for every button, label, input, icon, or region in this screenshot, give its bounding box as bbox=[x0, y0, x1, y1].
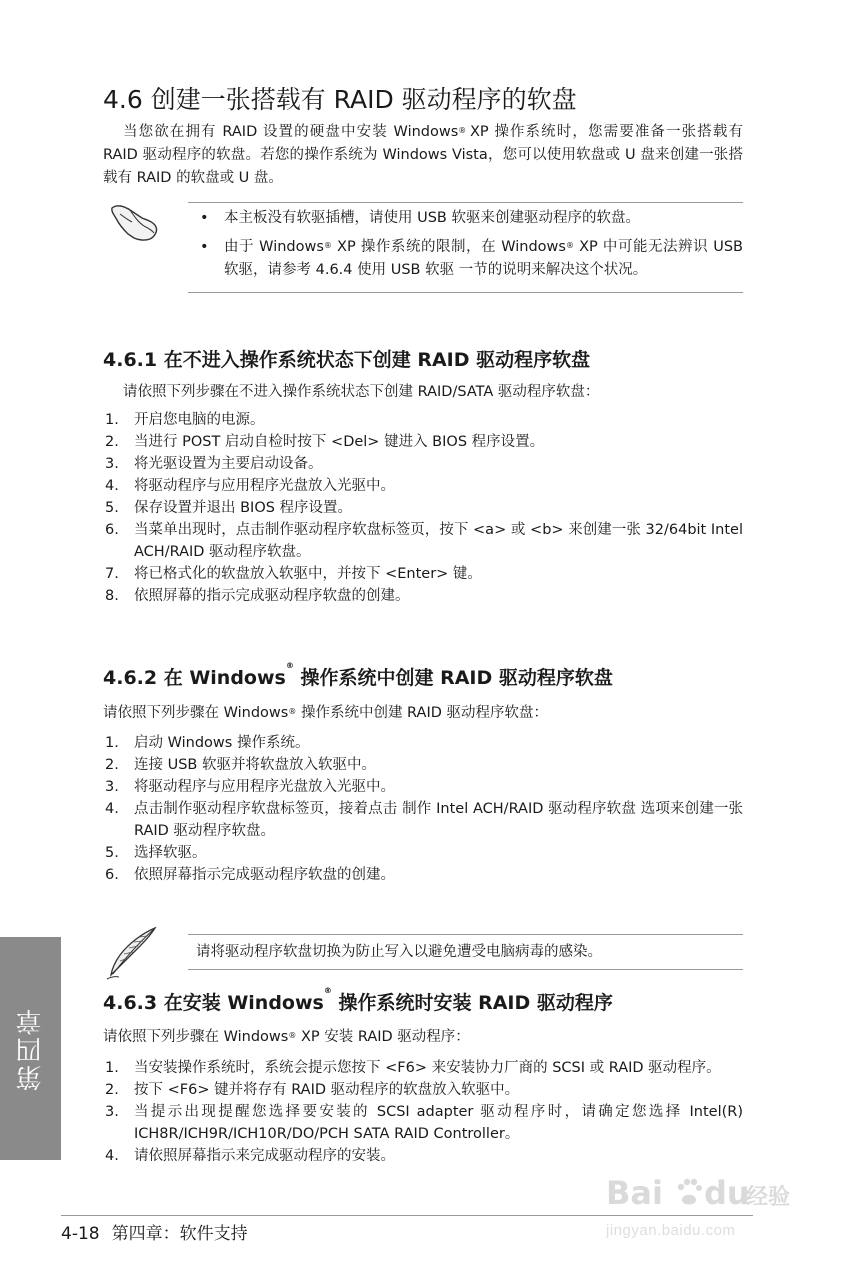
watermark-brand-a: Bai bbox=[606, 1174, 663, 1212]
intro-text-1: 当您欲在拥有 RAID 设置的硬盘中安装 Windows bbox=[123, 124, 459, 140]
step-text: 依照屏幕的指示完成驱动程序软盘的创建。 bbox=[134, 588, 410, 604]
step-text: 连接 USB 软驱并将软盘放入软驱中。 bbox=[134, 757, 376, 773]
step-number: 3. bbox=[105, 1104, 119, 1120]
note-text-part: XP 操作系统的限制，在 Windows bbox=[331, 239, 566, 255]
subsection-intro-463 bbox=[103, 1026, 743, 1049]
footer-chapter: 第四章：软件支持 bbox=[111, 1224, 248, 1244]
title-part: 4.6.2 在 Windows bbox=[103, 667, 286, 689]
step-item bbox=[103, 1079, 743, 1101]
step-text: 保存设置并退出 BIOS 程序设置。 bbox=[134, 500, 353, 516]
note-write-protect: 请将驱动程序软盘切换为防止写入以避免遭受电脑病毒的感染。 bbox=[188, 934, 743, 970]
registered-mark: ® bbox=[323, 241, 332, 250]
subsection-title-462 bbox=[103, 663, 613, 690]
steps-list-462 bbox=[103, 732, 743, 886]
section-title: 4.6 创建一张搭载有 RAID 驱动程序的软盘 bbox=[103, 85, 577, 114]
step-number: 1. bbox=[105, 412, 119, 428]
step-number: 2. bbox=[105, 1082, 119, 1098]
title-part: 操作系统中创建 RAID 驱动程序软盘 bbox=[293, 667, 613, 689]
step-item bbox=[103, 409, 743, 431]
step-text: 选择软驱。 bbox=[134, 845, 207, 861]
step-item bbox=[103, 475, 743, 497]
step-number: 4. bbox=[105, 801, 119, 817]
step-item bbox=[103, 497, 743, 519]
registered-mark: ® bbox=[458, 126, 470, 135]
intro-part: 请依照下列步骤在 Windows bbox=[103, 1029, 289, 1045]
step-number: 1. bbox=[105, 1060, 119, 1076]
registered-mark: ® bbox=[285, 661, 294, 670]
step-number: 7. bbox=[105, 566, 119, 582]
step-text: 当提示出现提醒您选择要安装的 SCSI adapter 驱动程序时，请确定您选择 Intel(R) ICH8R/ICH9R/ICH10R/DO/PCH SATA RAID Controller。 bbox=[134, 1104, 743, 1142]
intro-text-2: XP 操作系统时，您需要准备一张搭载有 RAID 驱动程序的软盘。若您的操作系统为 Windows Vista，您可以使用软盘或 U 盘来创建一张搭载有 RAID 的软盘或 U 盘。 bbox=[103, 124, 743, 186]
note-item-text: 本主板没有软驱插槽，请使用 USB 软驱来创建驱动程序的软盘。 bbox=[224, 210, 640, 226]
note-box-usb-floppy bbox=[188, 202, 743, 293]
steps-list-461 bbox=[103, 409, 743, 607]
quill-pen-icon bbox=[103, 925, 161, 981]
step-text: 开启您电脑的电源。 bbox=[134, 412, 265, 428]
step-number: 6. bbox=[105, 867, 119, 883]
watermark-brand-cn: 经验 bbox=[746, 1185, 791, 1210]
watermark-url: jingyan.baidu.com bbox=[606, 1222, 736, 1239]
subsection-title-461: 4.6.1 在不进入操作系统状态下创建 RAID 驱动程序软盘 bbox=[103, 349, 591, 371]
step-item bbox=[103, 732, 743, 754]
page-number: 4-18 bbox=[61, 1224, 100, 1244]
subsection-intro-461: 请依照下列步骤在不进入操作系统状态下创建 RAID/SATA 驱动程序软盘： bbox=[123, 384, 600, 400]
step-number: 2. bbox=[105, 757, 119, 773]
step-item bbox=[103, 563, 743, 585]
step-item bbox=[103, 1101, 743, 1145]
registered-mark: ® bbox=[288, 707, 297, 716]
baidu-watermark bbox=[600, 1170, 800, 1250]
registered-mark: ® bbox=[565, 241, 574, 250]
step-number: 3. bbox=[105, 456, 119, 472]
hand-pointing-icon bbox=[108, 200, 160, 242]
step-number: 2. bbox=[105, 434, 119, 450]
step-text: 依照屏幕指示完成驱动程序软盘的创建。 bbox=[134, 867, 395, 883]
step-item bbox=[103, 519, 743, 563]
subsection-title-463 bbox=[103, 988, 613, 1015]
step-number: 5. bbox=[105, 845, 119, 861]
note-text-part: XP 中可能无法辨识 USB 软驱，请参考 4.6.4 使用 USB 软驱 一节的说明来解决这个状况。 bbox=[224, 239, 743, 278]
registered-mark: ® bbox=[323, 986, 332, 995]
note-item bbox=[188, 207, 743, 230]
step-item bbox=[103, 798, 743, 842]
watermark-brand-b: du bbox=[704, 1174, 750, 1212]
step-text: 将驱动程序与应用程序光盘放入光驱中。 bbox=[134, 478, 395, 494]
step-text: 请依照屏幕指示来完成驱动程序的安装。 bbox=[134, 1148, 395, 1164]
intro-part: 操作系统中创建 RAID 驱动程序软盘： bbox=[296, 705, 549, 721]
intro-part: XP 安装 RAID 驱动程序： bbox=[296, 1029, 470, 1045]
step-text: 将光驱设置为主要启动设备。 bbox=[134, 456, 323, 472]
step-item bbox=[103, 1057, 743, 1079]
note-item bbox=[188, 236, 743, 282]
step-number: 4. bbox=[105, 478, 119, 494]
step-item bbox=[103, 431, 743, 453]
step-number: 8. bbox=[105, 588, 119, 604]
step-item bbox=[103, 453, 743, 475]
step-text: 启动 Windows 操作系统。 bbox=[134, 735, 310, 751]
title-part: 4.6.3 在安装 Windows bbox=[103, 992, 324, 1014]
step-number: 4. bbox=[105, 1148, 119, 1164]
registered-mark: ® bbox=[288, 1031, 297, 1040]
step-text: 当进行 POST 启动自检时按下 <Del> 键进入 BIOS 程序设置。 bbox=[134, 434, 545, 450]
step-item bbox=[103, 585, 743, 607]
intro-paragraph bbox=[103, 121, 743, 190]
step-number: 6. bbox=[105, 522, 119, 538]
bullet: • bbox=[200, 239, 209, 255]
step-item bbox=[103, 1145, 743, 1167]
step-text: 当安装操作系统时，系统会提示您按下 <F6> 来安装协力厂商的 SCSI 或 RAID 驱动程序。 bbox=[134, 1060, 721, 1076]
intro-part: 请依照下列步骤在 Windows bbox=[103, 705, 289, 721]
page-footer bbox=[61, 1219, 248, 1244]
step-number: 1. bbox=[105, 735, 119, 751]
step-text: 将已格式化的软盘放入软驱中，并按下 <Enter> 键。 bbox=[134, 566, 482, 582]
subsection-intro-462 bbox=[103, 702, 743, 725]
title-part: 操作系统时安装 RAID 驱动程序 bbox=[331, 992, 613, 1014]
bullet: • bbox=[200, 210, 209, 226]
step-number: 5. bbox=[105, 500, 119, 516]
step-text: 将驱动程序与应用程序光盘放入光驱中。 bbox=[134, 779, 395, 795]
chapter-side-tab bbox=[0, 937, 61, 1160]
paw-icon bbox=[676, 1178, 702, 1208]
step-text: 按下 <F6> 键并将存有 RAID 驱动程序的软盘放入软驱中。 bbox=[134, 1082, 520, 1098]
step-item bbox=[103, 776, 743, 798]
step-item bbox=[103, 842, 743, 864]
step-number: 3. bbox=[105, 779, 119, 795]
step-item bbox=[103, 864, 743, 886]
chapter-side-tab-label: 第四章 bbox=[16, 1006, 46, 1091]
steps-list-463 bbox=[103, 1057, 743, 1167]
step-text: 当菜单出现时，点击制作驱动程序软盘标签页，按下 <a> 或 <b> 来创建一张 32/64bit Intel ACH/RAID 驱动程序软盘。 bbox=[134, 522, 743, 560]
step-item bbox=[103, 754, 743, 776]
step-text: 点击制作驱动程序软盘标签页，接着点击 制作 Intel ACH/RAID 驱动程序软盘 选项来创建一张 RAID 驱动程序软盘。 bbox=[134, 801, 743, 839]
note-text-part: 由于 Windows bbox=[224, 239, 324, 255]
